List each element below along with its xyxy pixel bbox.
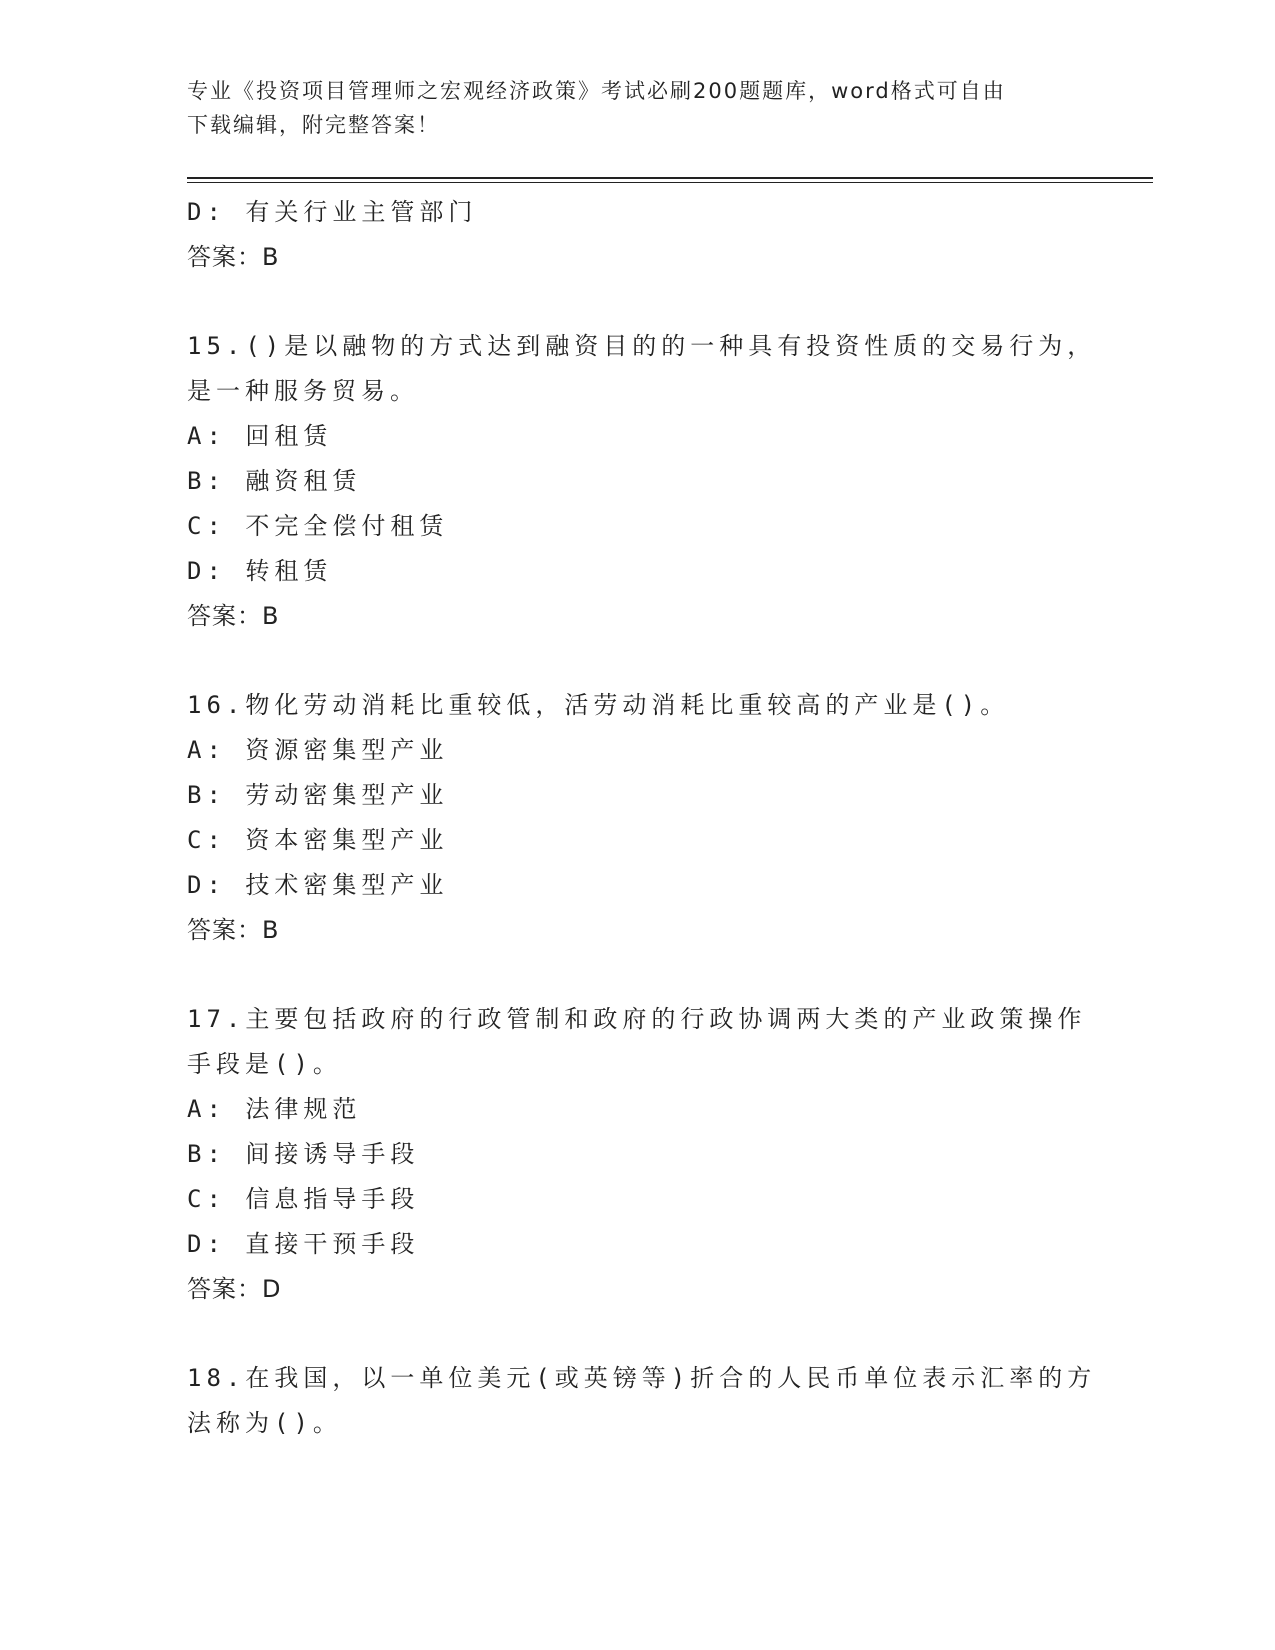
header-rule-thin	[187, 182, 1153, 183]
option-c: C: 资本密集型产业	[187, 826, 449, 854]
question-text-line-2: 手段是()。	[187, 1050, 342, 1078]
option-b: B: 融资租赁	[187, 467, 362, 495]
option-d: D: 技术密集型产业	[187, 871, 449, 899]
previous-question-tail	[187, 190, 1087, 280]
question-15	[187, 324, 1097, 639]
spacer	[187, 953, 1087, 997]
option-d: D: 直接干预手段	[187, 1230, 420, 1258]
question-text-line-1: 17.主要包括政府的行政管制和政府的行政协调两大类的产业政策操作	[187, 1005, 1087, 1033]
question-text-line-2: 法称为()。	[187, 1409, 342, 1437]
answer-line: 答案：D	[187, 1275, 282, 1303]
answer-line: 答案：B	[187, 916, 280, 944]
option-a: A: 回租赁	[187, 422, 333, 450]
option-b: B: 劳动密集型产业	[187, 781, 449, 809]
answer-line: 答案：B	[187, 243, 280, 271]
question-text-line-1: 18.在我国，以一单位美元(或英镑等)折合的人民币单位表示汇率的方	[187, 1364, 1097, 1392]
answer-line: 答案：B	[187, 602, 280, 630]
spacer	[187, 639, 1087, 683]
header-line-1: 专业《投资项目管理师之宏观经济政策》考试必刷200题题库，word格式可自由	[187, 79, 1006, 103]
spacer	[187, 280, 1087, 324]
header-line-2: 下载编辑，附完整答案！	[187, 113, 440, 137]
question-text-line-1: 16.物化劳动消耗比重较低，活劳动消耗比重较高的产业是()。	[187, 691, 1010, 719]
option-d: D: 有关行业主管部门	[187, 198, 478, 226]
question-text-line-1: 15.()是以融物的方式达到融资目的的一种具有投资性质的交易行为，	[187, 332, 1097, 360]
question-16	[187, 683, 1087, 953]
header-rule-thick	[187, 177, 1153, 179]
option-a: A: 资源密集型产业	[187, 736, 449, 764]
document-header	[187, 74, 1067, 142]
question-18	[187, 1356, 1097, 1446]
question-text-line-2: 是一种服务贸易。	[187, 377, 419, 405]
option-a: A: 法律规范	[187, 1095, 362, 1123]
question-list	[187, 190, 1097, 1446]
option-b: B: 间接诱导手段	[187, 1140, 420, 1168]
option-c: C: 不完全偿付租赁	[187, 512, 449, 540]
question-17	[187, 997, 1087, 1312]
option-d: D: 转租赁	[187, 557, 333, 585]
spacer	[187, 1312, 1087, 1356]
option-c: C: 信息指导手段	[187, 1185, 420, 1213]
